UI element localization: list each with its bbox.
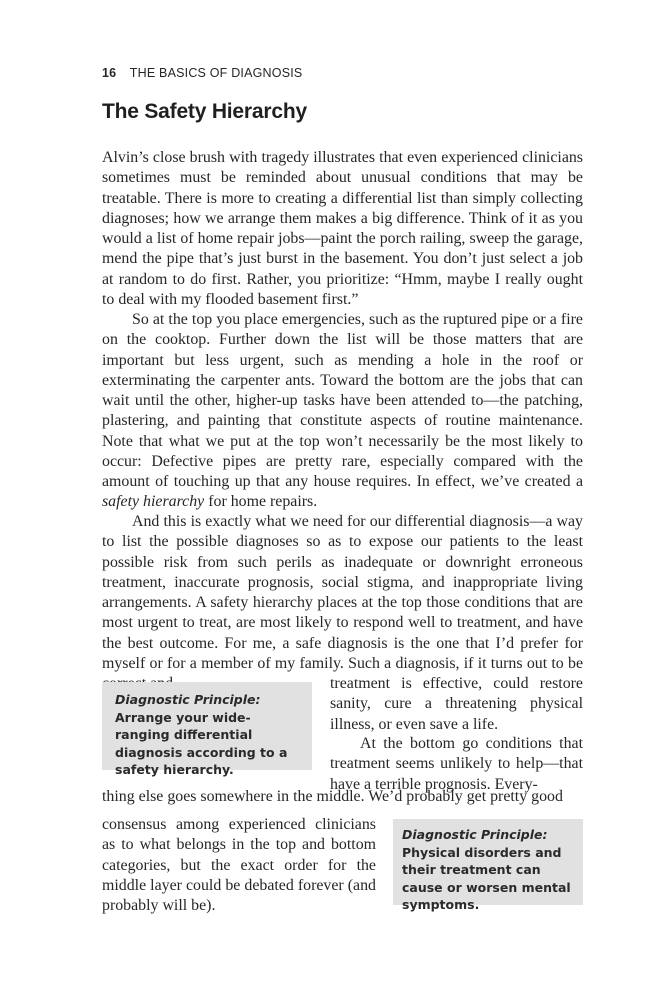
paragraph-4-line: thing else goes somewhere in the middle. We’d probably get pretty good xyxy=(102,788,563,805)
paragraph-3-continued: treatment is effective, could restore sanity, cure a threatening physical illness, or even save a life. xyxy=(330,675,583,733)
chapter-title: THE BASICS OF DIAGNOSIS xyxy=(129,66,303,80)
paragraph-2-text: So at the top you place emergencies, such as the ruptured pipe or a fire on the cooktop. Further down the list will be those matters that are important but less urgent, such as mending a hole in the roof or exterminating the carpenter ants. Toward the bottom are the jobs that can wait until the other, higher-up tasks have been attended to—the patching, plastering, and painting that constitute aspects of routine maintenance. Note that what we put at the top won’t necessarily be the most likely to occur: Defective pipes are pretty rare, especially compared with the amount of touching up that any house requires. In effect, we’ve created a xyxy=(102,311,583,490)
section-title: The Safety Hierarchy xyxy=(102,100,307,123)
paragraph-2-end: for home repairs. xyxy=(204,493,318,511)
running-head xyxy=(102,66,302,80)
paragraph-3: And this is exactly what we need for our differential diagnosis—a way to list the possible diagnoses so as to expose our patients to the least possible risk from such perils as inadequate or downright erroneous treatment, inaccurate prognosis, social stigma, and inappropriate living arrangements. A safety hierarchy places at the top those conditions that are most urgent to treat, are most likely to respond well to treatment, and have the best outcome. For me, a safe diagnosis is the one that I’d prefer for myself or for a member of my family. Such a diagnosis, if it turns out to be xyxy=(102,513,583,672)
page-number: 16 xyxy=(102,66,117,80)
diagnostic-principle-callout xyxy=(102,682,312,777)
callout-label: Diagnostic Principle: xyxy=(115,692,261,707)
paragraph-2 xyxy=(102,310,583,513)
emphasis-safety-hierarchy: safety hierarchy xyxy=(102,493,205,511)
callout-label-2: Diagnostic Principle: xyxy=(402,827,548,842)
paragraph-4-continued: consensus among experienced clinicians as to what belongs in the top and bottom categories, but the exact order for the middle layer could be debated forever (and probably will be). xyxy=(102,816,376,914)
paragraph-4: At the bottom go conditions that treatment seems unlikely to help—that have a terrible prognosis. Every- xyxy=(330,735,583,793)
callout-text: Arrange your wide-ranging differential diagnosis according to a safety hierarchy. xyxy=(115,709,288,777)
callout-text-2: Physical disorders and their treatment can cause or worsen mental symptoms. xyxy=(402,844,571,912)
paragraph-1: Alvin’s close brush with tragedy illustrates that even experienced clinicians sometimes must be reminded about unusual conditions that may be treatable. There is more to creating a differential list than simply collecting diagnoses; how we arrange them makes a big difference. Think of it as you would a list of home repair jobs—paint the porch railing, sweep the garage, mend the pipe that’s just burst in the basement. You don’t just select a job at random to do first. Rather, you prioritize: “Hmm, maybe I really ought to deal with my flooded basement first.” xyxy=(102,149,583,308)
diagnostic-principle-callout-2 xyxy=(393,819,583,912)
